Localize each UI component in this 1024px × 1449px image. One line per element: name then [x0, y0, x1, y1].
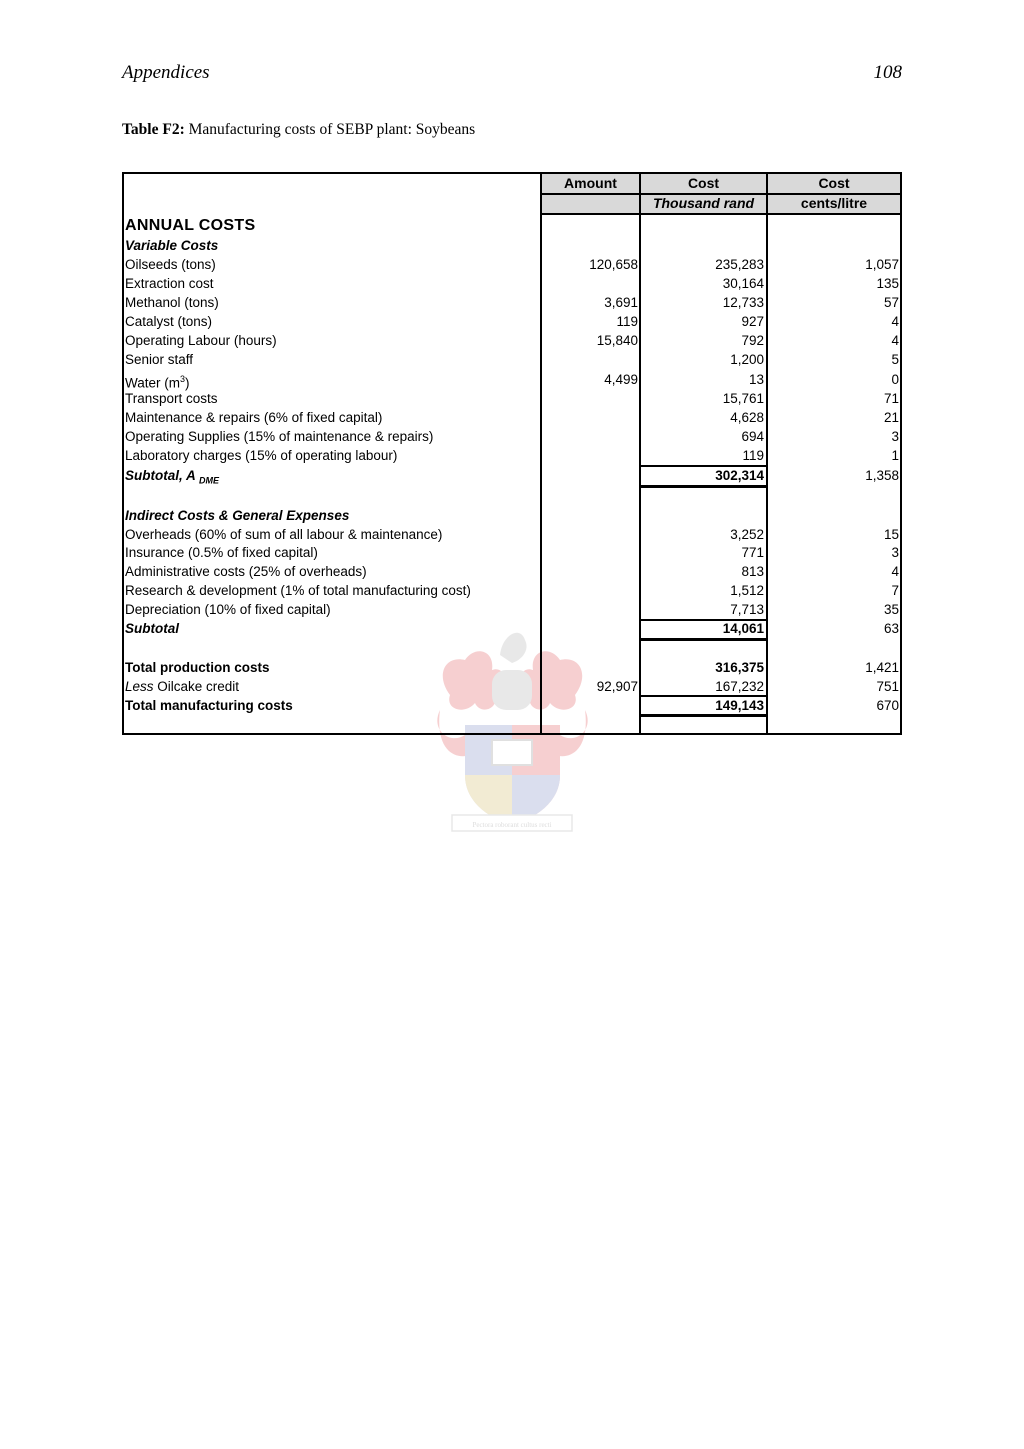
cost-table — [122, 172, 902, 735]
subheader-thousand-rand: Thousand rand — [652, 195, 755, 211]
table-row: Water $(m^3)$ 4,499 13 0 — [125, 372, 899, 391]
table-row: Insurance (0.5% of fixed capital) 771 3 — [125, 545, 899, 560]
page-number: 108 — [873, 62, 902, 83]
oilcake-credit-row: Less Oilcake credit 92,907 167,232 751 — [125, 679, 899, 694]
table-row: Depreciation (10% of fixed capital) 7,713 35 — [125, 602, 899, 617]
table-row: Operating Labour (hours) 15,840 792 4 — [125, 333, 899, 348]
table-row: Administrative costs (25% of overheads) 813 4 — [125, 564, 899, 579]
table-row: Methanol (tons) 3,691 12,733 57 — [125, 295, 899, 310]
indirect-costs-heading: Indirect Costs & General Expenses — [125, 508, 350, 523]
subtotal-b-line-bottom — [640, 638, 767, 641]
table-row: Maintenance & repairs (6% of fixed capital) 4,628 21 — [125, 410, 899, 425]
subtotal-a-line-bottom — [640, 485, 767, 488]
table-row: Laboratory charges (15% of operating labour) 119 1 — [125, 448, 899, 463]
table-row: Transport costs 15,761 71 — [125, 391, 899, 406]
variable-costs-heading: Variable Costs — [125, 238, 219, 253]
header-cost-cents: Cost — [818, 175, 850, 191]
caption-label: Table F2: — [122, 121, 185, 138]
table-row: Senior staff 1,200 5 — [125, 352, 899, 367]
total-production-row: Total production costs 316,375 1,421 — [125, 660, 899, 675]
table-row: Research & development (1% of total manufacturing cost) 1,512 7 — [125, 583, 899, 598]
table-row: Catalyst (tons) 119 927 4 — [125, 314, 899, 329]
subheader-cents-litre: cents/litre — [800, 195, 868, 211]
subtotal-a-row: Subtotal, A $_{DME}$ 302,314 1,358 — [125, 468, 899, 486]
table-caption — [122, 121, 475, 139]
header-amount: Amount — [564, 175, 617, 191]
header-cost-rand: Cost — [687, 175, 720, 191]
caption-text: Manufacturing costs of SEBP plant: Soybeans — [184, 121, 476, 138]
running-head — [122, 62, 902, 88]
annual-costs-heading: ANNUAL COSTS — [125, 217, 256, 234]
total-line-bottom — [640, 714, 767, 717]
table-row: Extraction cost 30,164 135 — [125, 276, 899, 291]
total-manufacturing-row: Total manufacturing costs 149,143 670 — [125, 698, 899, 713]
header-bottom — [540, 213, 902, 215]
table-row: Operating Supplies (15% of maintenance & repairs) 694 3 — [125, 429, 899, 444]
table-row: Oilseeds (tons) 120,658 235,283 1,057 — [125, 257, 899, 272]
subtotal-b-row: Subtotal 14,061 63 — [125, 621, 899, 636]
table-row: Overheads (60% of sum of all labour & maintenance) 3,252 15 — [125, 527, 899, 542]
section-title: Appendices — [122, 62, 210, 83]
crest-motto: Pectora roborant cultus recti — [472, 821, 552, 829]
